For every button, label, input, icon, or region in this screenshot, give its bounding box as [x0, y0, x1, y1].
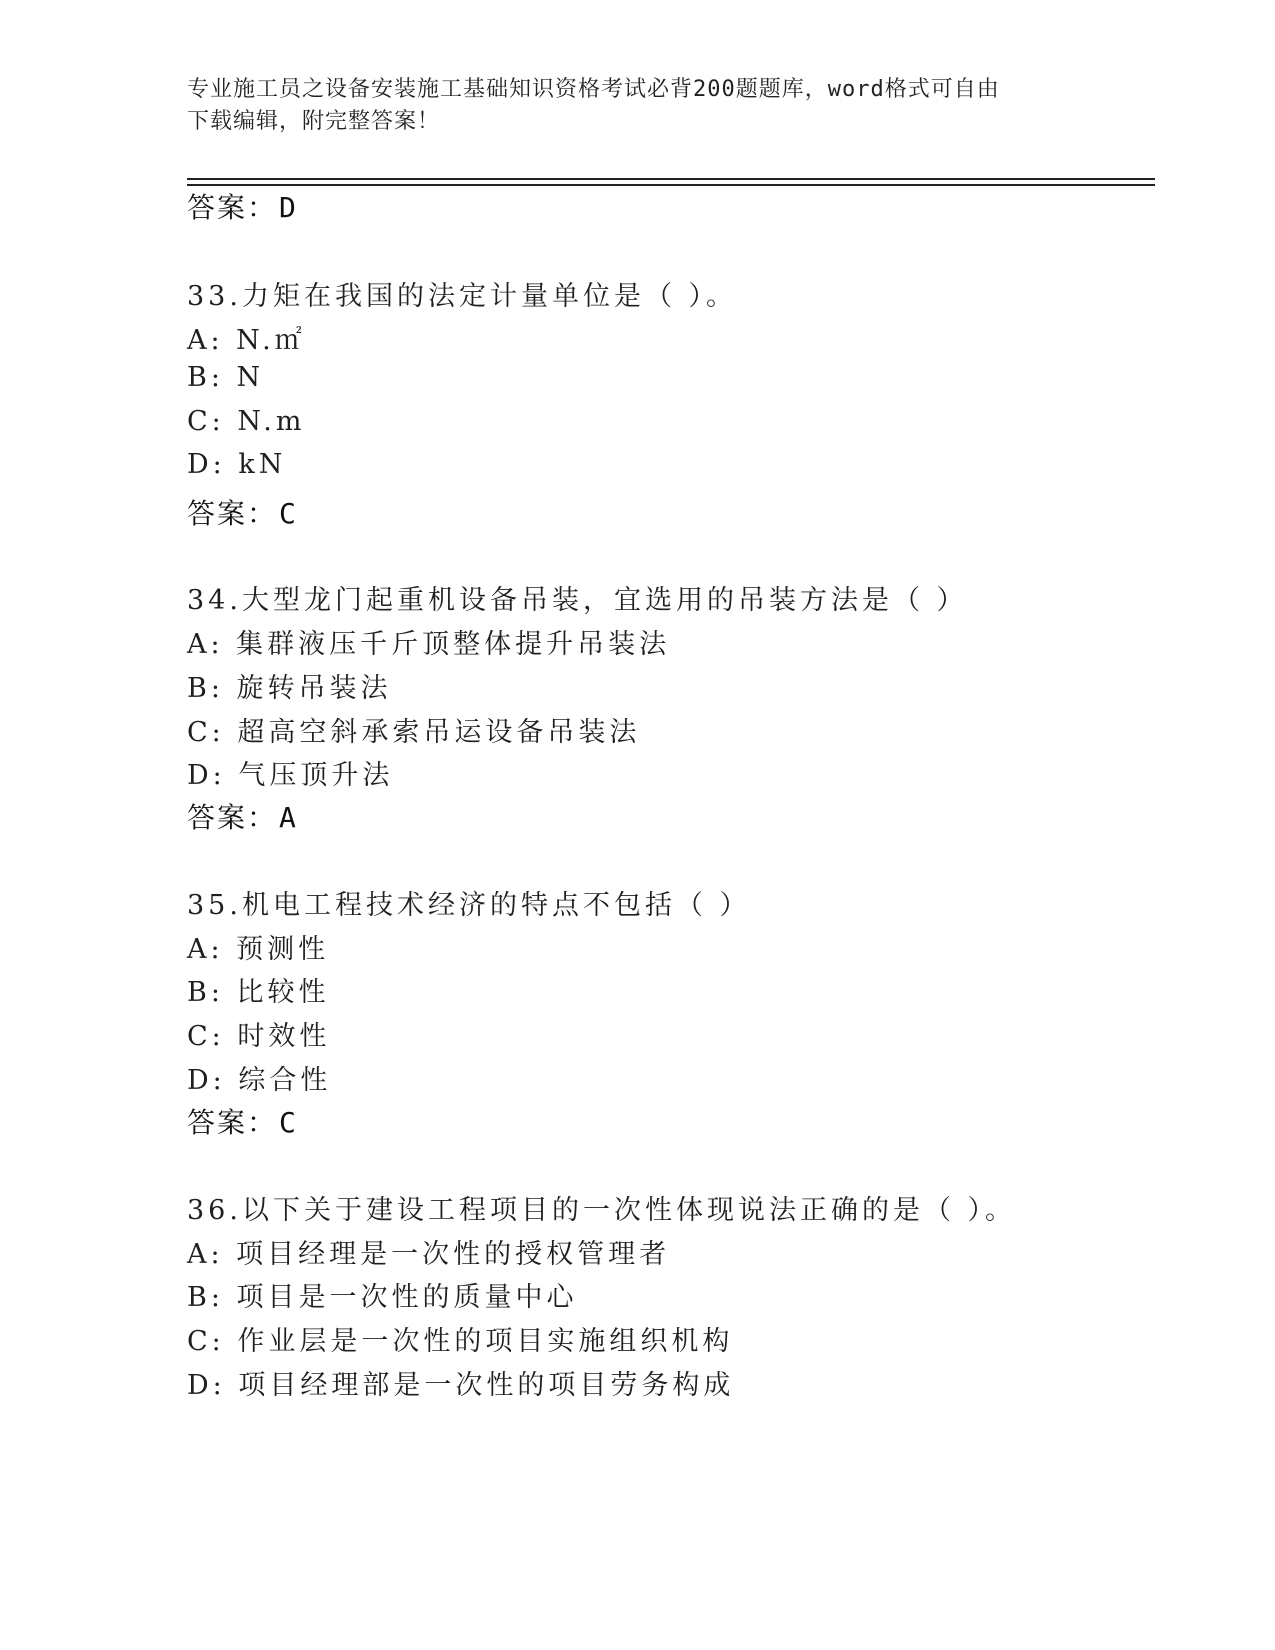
answer-label: 答案：: [187, 497, 278, 530]
answer-label: 答案：: [187, 1106, 278, 1139]
answer-line-32: [187, 186, 298, 226]
answer-value: C: [279, 1106, 298, 1139]
question-35-option-b: B: 比较性: [187, 977, 330, 1008]
question-34-option-b: B: 旋转吊装法: [187, 673, 392, 704]
document-header: [187, 74, 1087, 138]
answer-line-35: [187, 1101, 298, 1141]
answer-label: 答案：: [187, 801, 278, 834]
question-34-option-d: D: 气压顶升法: [187, 760, 394, 791]
question-33-option-b: B: N: [187, 362, 265, 393]
question-33-option-d: D: kN: [187, 449, 287, 480]
question-33-stem: 33.力矩在我国的法定计量单位是（ ）。: [187, 281, 738, 312]
question-36-option-c: C: 作业层是一次性的项目实施组织机构: [187, 1326, 734, 1357]
header-divider-top: [187, 178, 1155, 180]
question-36-option-b: B: 项目是一次性的质量中心: [187, 1282, 578, 1313]
header-line-1: 专业施工员之设备安装施工基础知识资格考试必背200题题库，word格式可自由: [187, 77, 1000, 102]
header-line-2: 下载编辑，附完整答案！: [187, 109, 441, 134]
question-35-option-c: C: 时效性: [187, 1021, 331, 1052]
answer-line-34: [187, 796, 298, 836]
question-35-option-a: A: 预测性: [187, 934, 330, 965]
question-35-option-d: D: 综合性: [187, 1065, 332, 1096]
question-33-option-a: A: N.㎡: [187, 325, 306, 356]
question-36-stem: 36.以下关于建设工程项目的一次性体现说法正确的是（ ）。: [187, 1195, 1017, 1226]
header-divider-bottom: [187, 184, 1155, 186]
question-34-stem: 34.大型龙门起重机设备吊装，宜选用的吊装方法是（ ）: [187, 585, 968, 616]
question-34-option-c: C: 超高空斜承索吊运设备吊装法: [187, 717, 641, 748]
answer-value: C: [279, 497, 298, 530]
answer-label: 答案：: [187, 191, 278, 224]
question-35-stem: 35.机电工程技术经济的特点不包括（ ）: [187, 890, 751, 921]
question-33-option-c: C: N.m: [187, 406, 306, 437]
answer-value: D: [279, 191, 298, 224]
answer-line-33: [187, 492, 298, 532]
question-36-option-a: A: 项目经理是一次性的授权管理者: [187, 1239, 671, 1270]
answer-value: A: [279, 801, 298, 834]
question-34-option-a: A: 集群液压千斤顶整体提升吊装法: [187, 629, 671, 660]
question-36-option-d: D: 项目经理部是一次性的项目劳务构成: [187, 1370, 735, 1401]
